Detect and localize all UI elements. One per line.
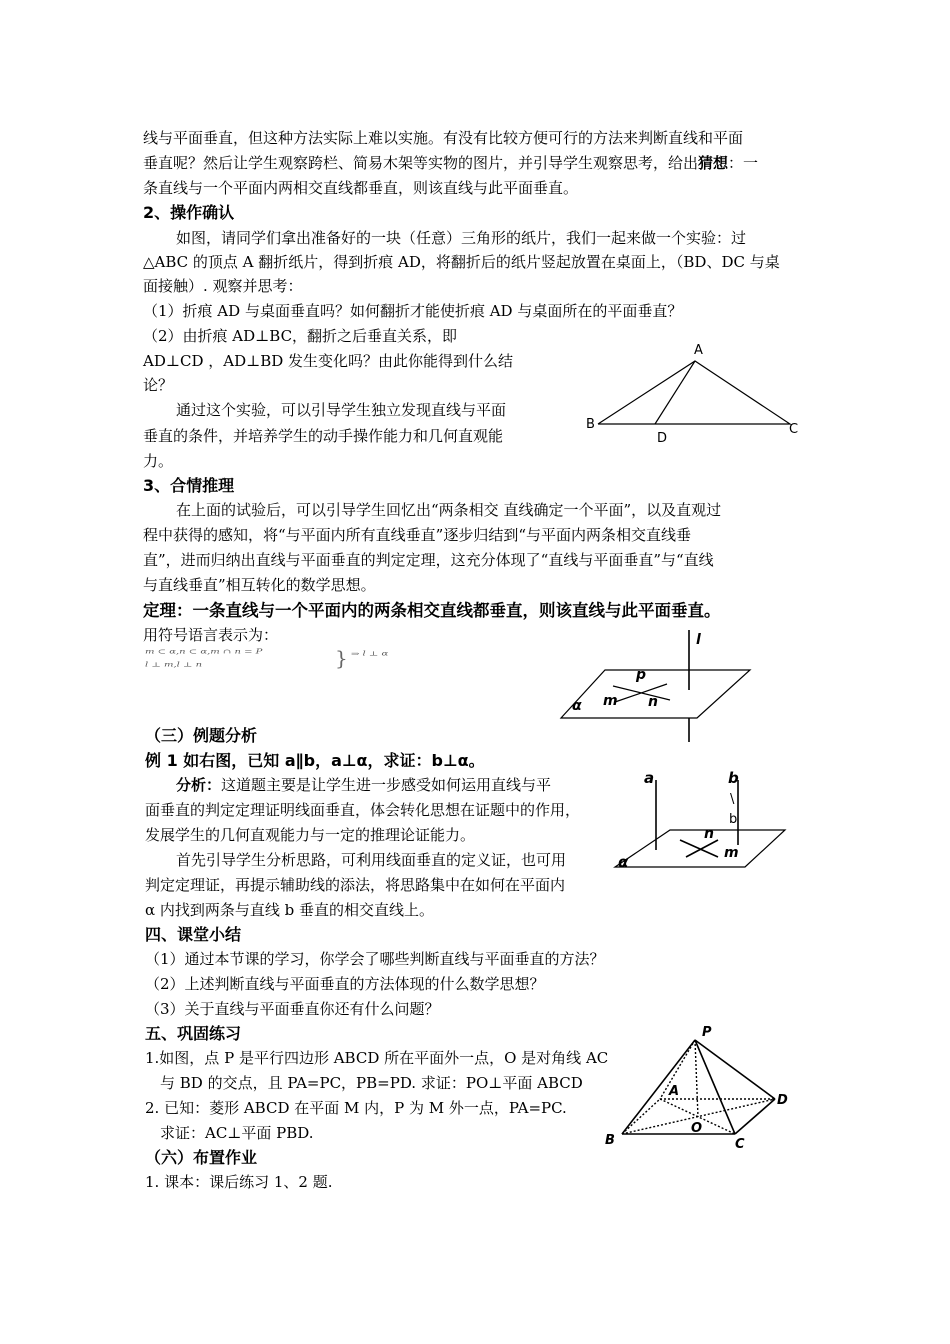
plane-fig-label-m: m [603,693,618,709]
triangle-label-a: A [694,343,703,358]
summary-question-1: （1）通过本节课的学习，你学会了哪些判断直线与平面垂直的方法？ [145,950,605,968]
formula-condition-1: m ⊂ α,n ⊂ α,m ∩ n = P [145,648,263,656]
s2-paragraph-line-3: 面接触）. 观察并思考： [143,277,303,295]
parallel-fig-label-b: b [728,769,739,787]
s2-question-2-line-2: AD⊥CD ，AD⊥BD 发生变化吗？由此你能得到什么结 [143,352,514,370]
parallel-fig-label-alpha: α [618,853,629,871]
s2-paragraph-line-1: 如图，请同学们拿出准备好的一块（任意）三角形的纸片，我们一起来做一个实验：过 [176,229,747,247]
pyramid-label-o: O [691,1121,703,1136]
example-1-title: 例 1 如右图，已知 a∥b，a⊥α，求证：b⊥α。 [145,751,485,770]
practice-exercise-2-line-1: 2. 已知：菱形 ABCD 在平面 M 内，P 为 M 外一点，PA=PC. [145,1099,567,1117]
example-approach-line-3: α 内找到两条与直线 b 垂直的相交直线上。 [145,901,435,919]
s2-conclusion-line-1: 通过这个实验，可以引导学生独立发现直线与平面 [176,401,507,419]
example-approach-line-2: 判定定理证，再提示辅助线的添法，将思路集中在如何在平面内 [145,876,566,894]
plane-fig-label-p: p [636,667,647,683]
parallel-fig-mark: \ [730,792,735,807]
plane-fig-label-l: l [696,632,701,648]
s2-question-1: （1）折痕 AD 与桌面垂直吗？如何翻折才能使折痕 AD 与桌面所在的平面垂直？ [143,302,683,320]
parallel-fig-label-b-lower: b [729,812,738,827]
section-heading-practice: 五、巩固练习 [145,1024,242,1043]
practice-exercise-1-line-2: 与 BD 的交点，且 PA=PC，PB=PD. 求证：PO⊥平面 ABCD [160,1074,583,1092]
s2-question-2-line-3: 论？ [143,376,174,394]
section-heading-reasoning: 3、合情推理 [143,476,235,495]
conjecture-label: 猜想 [698,154,729,172]
folded-triangle-figure [580,340,810,450]
homework-item-1: 1. 课本：课后练习 1、2 题. [145,1173,333,1191]
parallel-lines-figure [610,765,800,880]
section-heading-homework: （六）布置作业 [145,1148,258,1167]
pyramid-label-c: C [735,1137,745,1152]
s2-conclusion-line-3: 力。 [143,452,174,470]
s2-conclusion-line-2: 垂直的条件，并培养学生的动手操作能力和几何直观能 [143,427,504,445]
summary-question-3: （3）关于直线与平面垂直你还有什么问题？ [145,1000,440,1018]
example-analysis-line-2: 面垂直的判定定理证明线面垂直，体会转化思想在证题中的作用， [145,801,581,819]
s3-paragraph-line-4: 与直线垂直”相互转化的数学思想。 [143,576,376,594]
line-plane-figure [555,630,755,745]
triangle-label-d: D [657,431,668,446]
theorem-symbolic-label: 用符号语言表示为： [143,626,279,644]
section-heading-summary: 四、课堂小结 [145,925,242,944]
section-heading-operation: 2、操作确认 [143,203,235,222]
parallel-fig-label-a: a [644,769,655,787]
pyramid-label-a: A [669,1084,680,1099]
section-heading-example: （三）例题分析 [145,726,258,745]
intro-line-3: 条直线与一个平面内两相交直线都垂直，则该直线与此平面垂直。 [143,179,579,197]
theorem-statement: 定理：一条直线与一个平面内的两条相交直线都垂直，则该直线与此平面垂直。 [143,601,721,620]
s3-paragraph-line-2: 程中获得的感知，将“与平面内所有直线垂直”逐步归结到“与平面内两条相交直线垂 [143,526,692,544]
summary-question-2: （2）上述判断直线与平面垂直的方法体现的什么数学思想？ [145,975,545,993]
s2-paragraph-line-2: △ABC 的顶点 A 翻折纸片，得到折痕 AD，将翻折后的纸片竖起放置在桌面上，（BD、DC 与桌 [143,253,780,271]
intro-line-1: 线与平面垂直，但这种方法实际上难以实施。有没有比较方便可行的方法来判断直线和平面 [143,129,744,147]
formula-brace: } [335,646,348,670]
parallel-fig-label-n: n [704,826,714,842]
plane-fig-label-n: n [648,694,658,710]
triangle-label-c: C [789,422,799,437]
s2-question-2-line-1: （2）由折痕 AD⊥BC，翻折之后垂直关系，即 [143,327,458,345]
triangle-label-b: B [586,417,595,432]
practice-exercise-2-line-2: 求证：AC⊥平面 PBD. [160,1124,314,1142]
formula-conclusion: ⇒ l ⊥ α [351,650,389,658]
pyramid-label-d: D [777,1093,788,1108]
example-analysis-line-3: 发展学生的几何直观能力与一定的推理论证能力。 [145,826,476,844]
pyramid-label-p: P [702,1025,712,1040]
pyramid-label-b: B [605,1133,615,1148]
example-analysis-line-1: 分析：这道题主要是让学生进一步感受如何运用直线与平 [176,776,552,794]
s3-paragraph-line-3: 直”，进而归纳出直线与平面垂直的判定定理，这充分体现了“直线与平面垂直”与“直线 [143,551,714,569]
parallel-fig-label-m: m [724,845,739,861]
example-approach-line-1: 首先引导学生分析思路，可利用线面垂直的定义证，也可用 [176,851,567,869]
formula-condition-2: l ⊥ m,l ⊥ n [145,661,203,669]
intro-line-2: 垂直呢？然后让学生观察跨栏、简易木架等实物的图片，并引导学生观察思考，给出猜想：一 [143,154,759,172]
plane-fig-label-alpha: α [572,698,582,714]
analysis-label: 分析： [176,776,222,794]
s3-paragraph-line-1: 在上面的试验后，可以引导学生回忆出“两条相交 直线确定一个平面”，以及直观过 [176,501,722,519]
practice-exercise-1-line-1: 1.如图，点 P 是平行四边形 ABCD 所在平面外一点，O 是对角线 AC [145,1049,609,1067]
pyramid-figure [600,1022,800,1154]
